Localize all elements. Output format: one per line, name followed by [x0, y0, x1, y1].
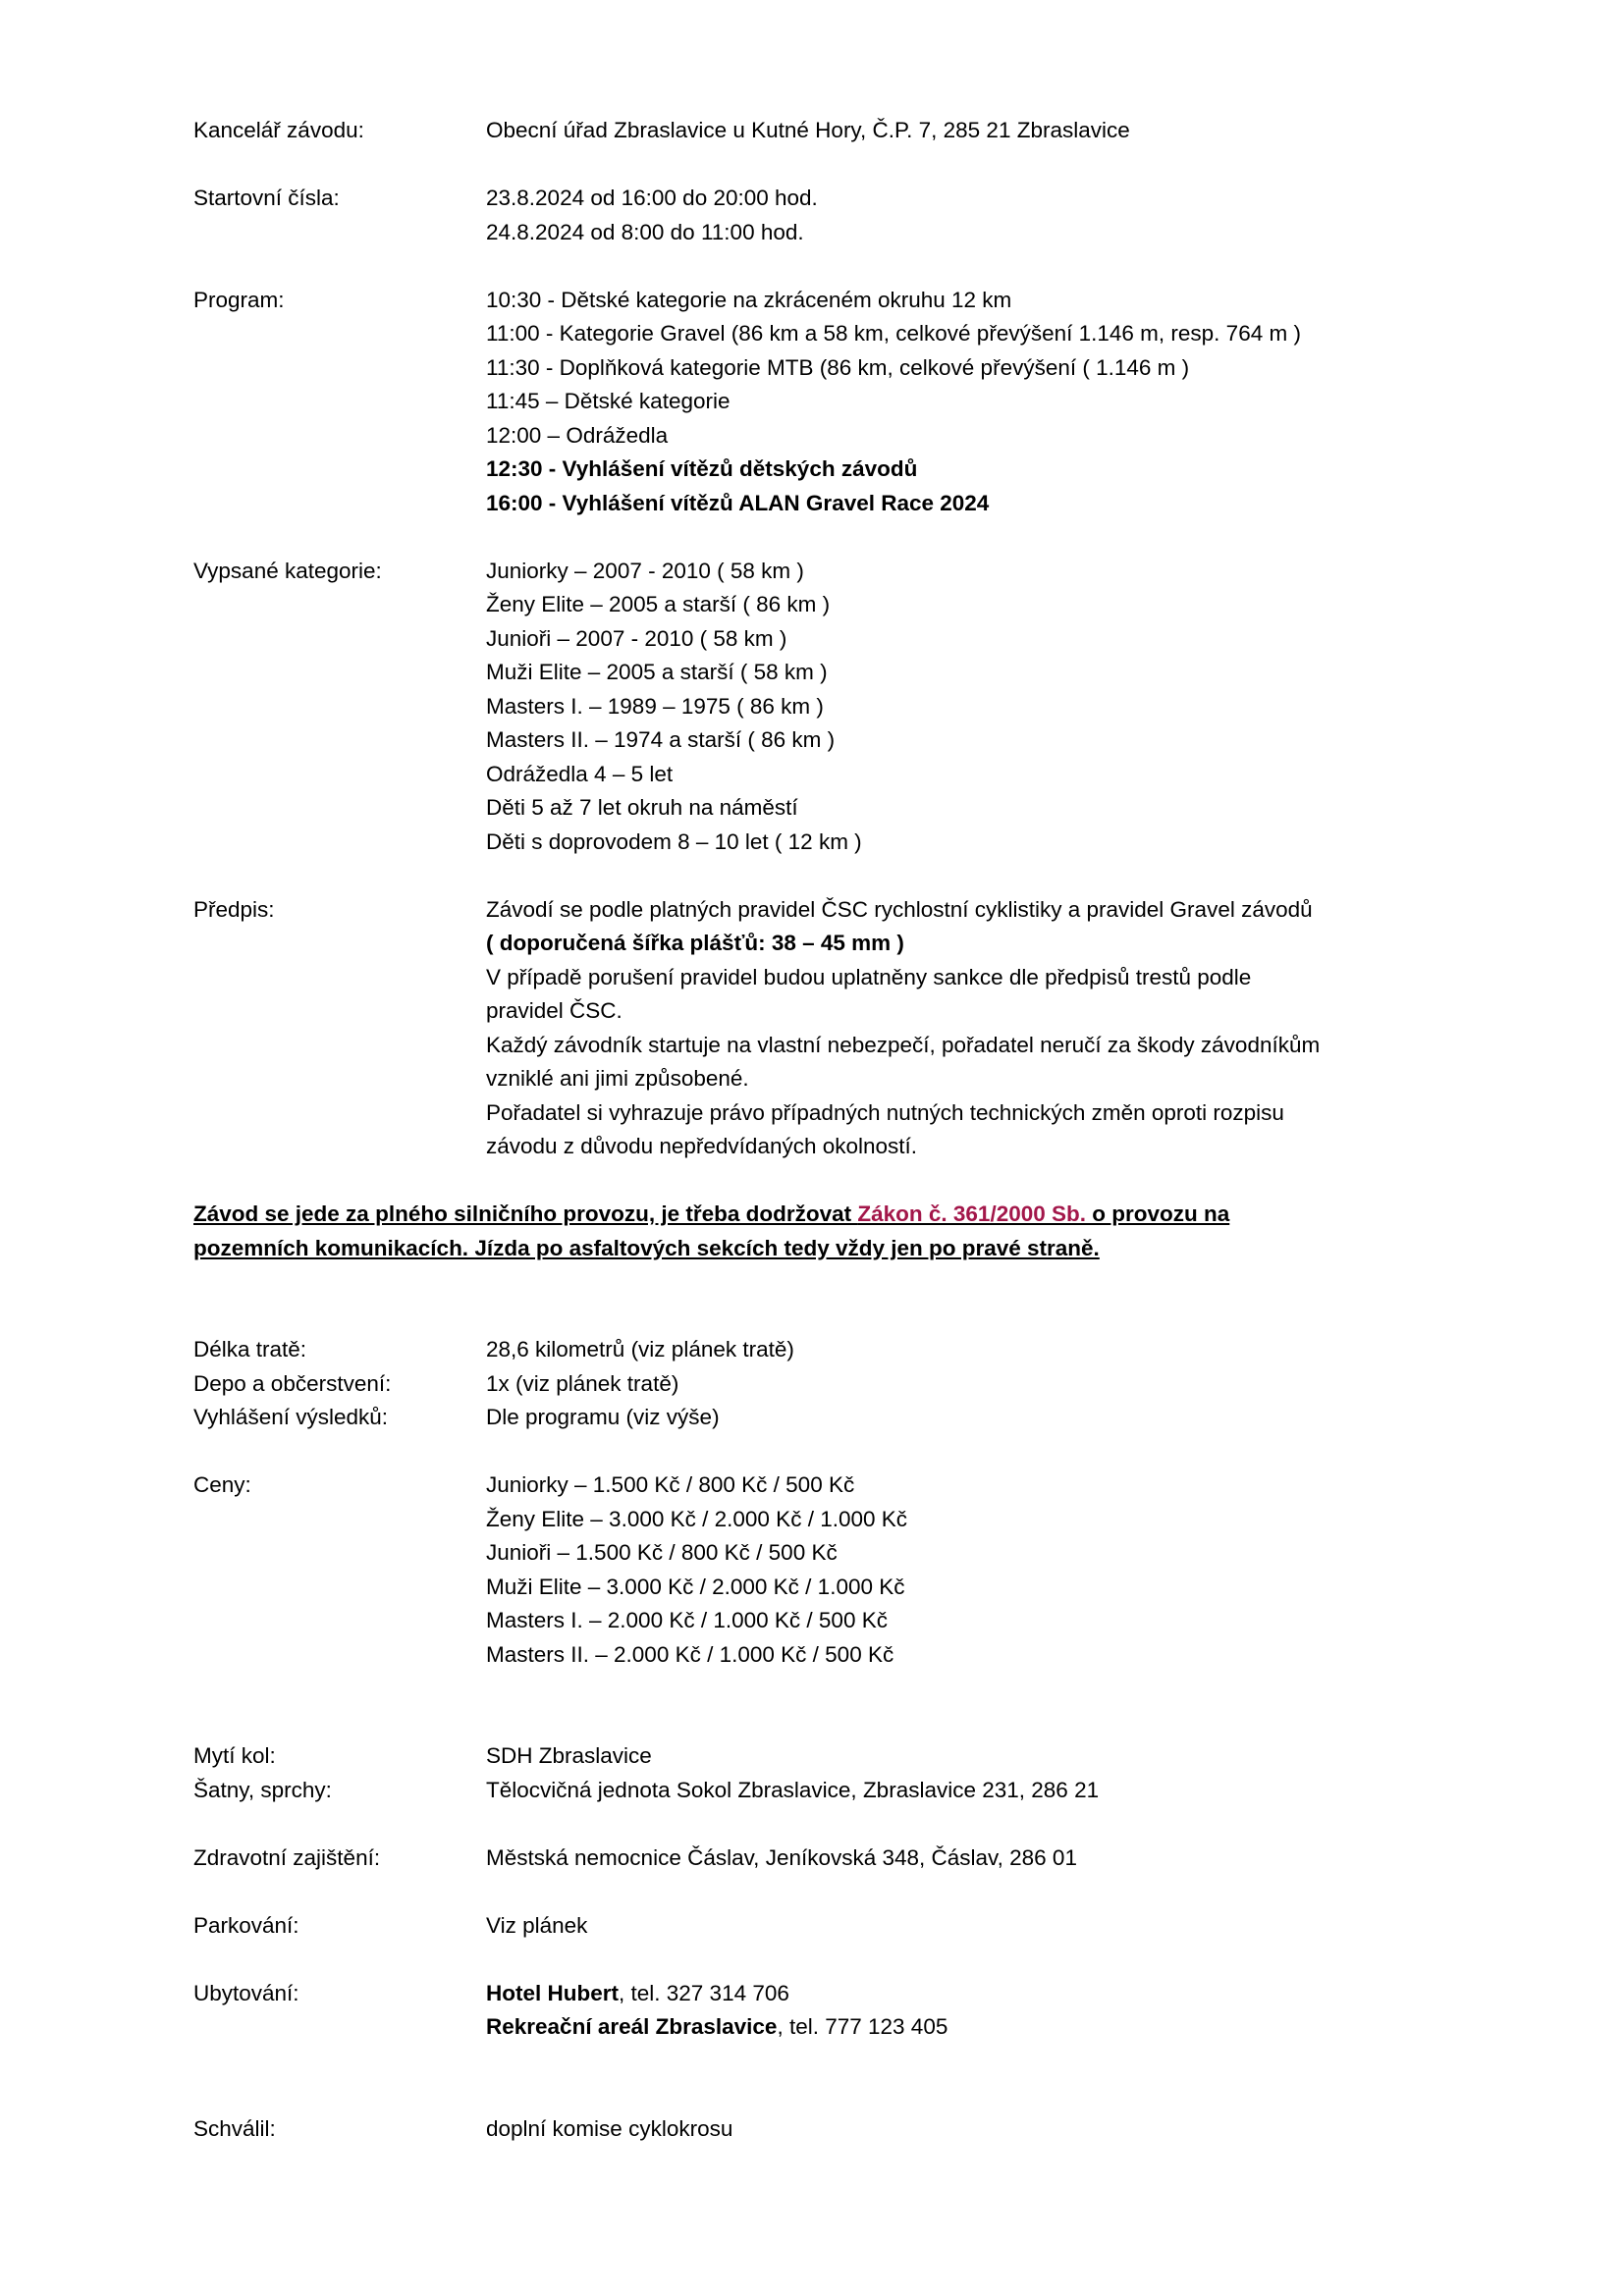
results-value: Dle programu (viz výše): [486, 1405, 720, 1429]
category-line: Junioři – 2007 - 2010 ( 58 km ): [486, 625, 787, 651]
rules-line: vzniklé ani jimi způsobené.: [486, 1066, 749, 1091]
office-row: [193, 114, 1431, 148]
notice-text: Závod se jede za plného silničního provozu, je třeba dodržovat: [193, 1201, 858, 1226]
start-numbers-line: 24.8.2024 od 8:00 do 11:00 hod.: [486, 219, 804, 244]
parking-row: [193, 1909, 1431, 1944]
program-line: 11:30 - Doplňková kategorie MTB (86 km, celkové převýšení ( 1.146 m ): [486, 354, 1190, 380]
bike-wash-label: Mytí kol:: [193, 1743, 276, 1768]
resort-phone: , tel. 777 123 405: [777, 2014, 948, 2039]
program-bold-line: 12:30 - Vyhlášení vítězů dětských závodů: [486, 456, 918, 481]
start-numbers-label: Startovní čísla:: [193, 186, 340, 210]
program-line: 12:00 – Odrážedla: [486, 422, 669, 448]
program-row: [193, 284, 1431, 521]
category-line: Masters II. – 1974 a starší ( 86 km ): [486, 727, 836, 752]
medical-value: Městská nemocnice Čáslav, Jeníkovská 348, Čáslav, 286 01: [486, 1844, 1077, 1870]
categories-label: Vypsané kategorie:: [193, 558, 382, 583]
prizes-row: [193, 1468, 1431, 1672]
office-value: Obecní úřad Zbraslavice u Kutné Hory, Č.P. 7, 285 21 Zbraslavice: [486, 118, 1130, 142]
rules-values: [486, 893, 1431, 1164]
depot-row: [193, 1367, 1431, 1402]
office-label: Kancelář závodu:: [193, 118, 364, 142]
start-numbers-line: 23.8.2024 od 16:00 do 20:00 hod.: [486, 186, 818, 210]
notice-text: o provozu na: [1086, 1201, 1230, 1226]
prize-line: Masters I. – 2.000 Kč / 1.000 Kč / 500 Kč: [486, 1608, 888, 1632]
hotel-name: Hotel Hubert: [486, 1980, 619, 2005]
depot-label: Depo a občerstvení:: [193, 1370, 392, 1396]
bike-wash-value: SDH Zbraslavice: [486, 1743, 652, 1768]
prizes-label: Ceny:: [193, 1472, 251, 1497]
rules-tire-width: ( doporučená šířka plášťů: 38 – 45 mm ): [486, 931, 904, 955]
showers-value: Tělocvičná jednota Sokol Zbraslavice, Zbraslavice 231, 286 21: [486, 1777, 1100, 1802]
program-label: Program:: [193, 287, 285, 312]
start-numbers-values: [486, 182, 1431, 249]
rules-line: Každý závodník startuje na vlastní nebezpečí, pořadatel neručí za škody závodníkům: [486, 1032, 1321, 1057]
rules-line: pravidel ČSC.: [486, 998, 623, 1023]
category-line: Muži Elite – 2005 a starší ( 58 km ): [486, 660, 828, 684]
prize-line: Juniorky – 1.500 Kč / 800 Kč / 500 Kč: [486, 1472, 855, 1497]
law-link[interactable]: Zákon č. 361/2000 Sb.: [857, 1201, 1086, 1226]
category-line: Odrážedla 4 – 5 let: [486, 761, 674, 786]
categories-values: [486, 555, 1431, 860]
track-length-label: Délka tratě:: [193, 1337, 307, 1362]
category-line: Ženy Elite – 2005 a starší ( 86 km ): [486, 592, 831, 616]
document-page: [193, 114, 1431, 2146]
program-line: 11:45 – Dětské kategorie: [486, 389, 731, 413]
medical-row: [193, 1842, 1431, 1876]
approved-label: Schválil:: [193, 2115, 276, 2141]
categories-row: [193, 555, 1431, 860]
accommodation-row: [193, 1977, 1431, 2045]
category-line: Masters I. – 1989 – 1975 ( 86 km ): [486, 693, 824, 719]
rules-line: Pořadatel si vyhrazuje právo případných nutných technických změn oproti rozpisu: [486, 1099, 1284, 1125]
prize-line: Masters II. – 2.000 Kč / 1.000 Kč / 500 Kč: [486, 1641, 894, 1667]
notice-text: pozemních komunikacích. Jízda po asfaltových sekcích tedy vždy jen po pravé straně.: [193, 1235, 1100, 1260]
hotel-phone: , tel. 327 314 706: [619, 1980, 789, 2005]
category-line: Děti 5 až 7 let okruh na náměstí: [486, 795, 798, 820]
prize-line: Ženy Elite – 3.000 Kč / 2.000 Kč / 1.000 Kč: [486, 1506, 908, 1531]
resort-name: Rekreační areál Zbraslavice: [486, 2014, 778, 2039]
rules-line: V případě porušení pravidel budou uplatněny sankce dle předpisů trestů podle: [486, 964, 1252, 989]
program-values: [486, 284, 1431, 521]
start-numbers-row: [193, 182, 1431, 249]
rules-line: Závodí se podle platných pravidel ČSC rychlostní cyklistiky a pravidel Gravel závodů: [486, 896, 1313, 922]
accommodation-values: [486, 1977, 1431, 2045]
parking-value: Viz plánek: [486, 1912, 588, 1938]
prize-line: Muži Elite – 3.000 Kč / 2.000 Kč / 1.000 Kč: [486, 1574, 905, 1599]
approved-row: [193, 2112, 1431, 2147]
results-row: [193, 1401, 1431, 1435]
accommodation-label: Ubytování:: [193, 1980, 299, 2005]
results-label: Vyhlášení výsledků:: [193, 1405, 389, 1429]
track-length-row: [193, 1333, 1431, 1367]
program-line: 10:30 - Dětské kategorie na zkráceném okruhu 12 km: [486, 287, 1012, 312]
rules-row: [193, 893, 1431, 1164]
showers-row: [193, 1774, 1431, 1808]
parking-label: Parkování:: [193, 1912, 299, 1938]
approved-value: doplní komise cyklokrosu: [486, 2115, 733, 2141]
depot-value: 1x (viz plánek tratě): [486, 1370, 679, 1396]
prize-line: Junioři – 1.500 Kč / 800 Kč / 500 Kč: [486, 1540, 838, 1565]
category-line: Juniorky – 2007 - 2010 ( 58 km ): [486, 558, 804, 583]
bike-wash-row: [193, 1739, 1431, 1774]
track-length-value: 28,6 kilometrů (viz plánek tratě): [486, 1337, 794, 1362]
rules-label: Předpis:: [193, 896, 275, 922]
program-line: 11:00 - Kategorie Gravel (86 km a 58 km, celkové převýšení 1.146 m, resp. 764 m ): [486, 321, 1301, 346]
program-bold-line: 16:00 - Vyhlášení vítězů ALAN Gravel Race 2024: [486, 490, 990, 515]
medical-label: Zdravotní zajištění:: [193, 1844, 381, 1870]
category-line: Děti s doprovodem 8 – 10 let ( 12 km ): [486, 828, 862, 854]
showers-label: Šatny, sprchy:: [193, 1777, 332, 1802]
rules-line: závodu z důvodu nepředvídaných okolností.: [486, 1134, 918, 1158]
prizes-values: [486, 1468, 1431, 1672]
traffic-notice: [193, 1198, 1352, 1265]
